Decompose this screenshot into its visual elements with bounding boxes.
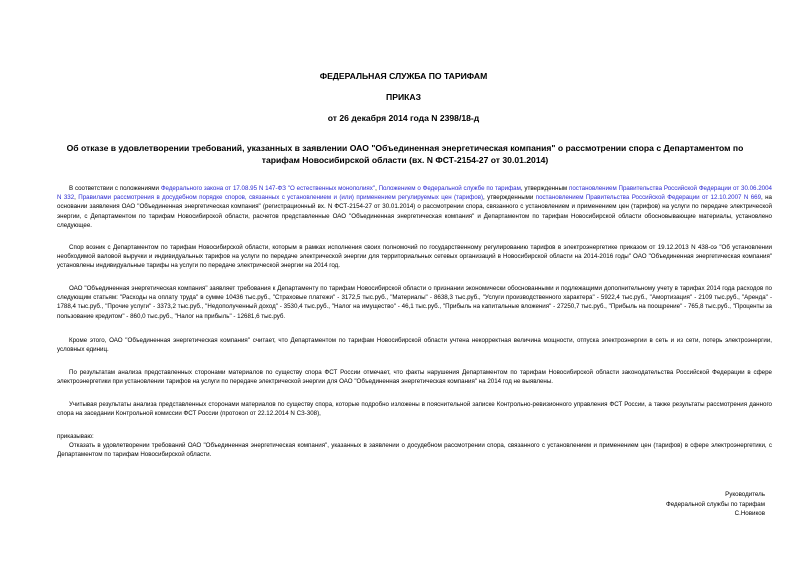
paragraph-capacity-claim: Кроме этого, ОАО "Объединенная энергетическая компания" считает, что Департаментом по тарифам Новосибирской области учтена некорректная величина мощности, отпуска электроэнергии в сеть и из сети, потерь электроэнергии, условных единиц. [57, 337, 772, 354]
agency-heading: ФЕДЕРАЛЬНАЯ СЛУЖБА ПО ТАРИФАМ [319, 71, 488, 81]
text-fragment: , [375, 185, 379, 192]
signature-organization: Федеральной службы по тарифам [666, 500, 765, 508]
paragraph-claims: ОАО "Объединенная энергетическая компания" заявляет требования к Департаменту по тарифам Новосибирской области о признании экономически обоснованными и подлежащими дополнительному учету в тарифах 2014 года расходов по следующим статьям: "Расходы на оплату труда" в сумме 10436 тыс.руб., "Страховые платежи" - 3172,5 тыс.руб., "Материалы" - 8638,3 тыс.руб., "Услуги производственного характера" - 5922,4 тыс.руб., "Амортизация" - 2109 тыс.руб., "Аренда" - 1788,4 тыс.руб., "Прочие услуги" - 3373,2 тыс.руб., "Недополученный доход" - 3530,4 тыс.руб., "Налог на имущество" - 46,1 тыс.руб., "Прибыль на капитальные вложения" - 27250,7 тыс.руб., "Прибыль на поощрение" - 765,8 тыс.руб., "Проценты за пользование кредитом" - 860,0 тыс.руб., "Налог на прибыль" - 12681,6 тыс.руб. [57, 285, 772, 320]
link-federal-law[interactable]: Федерального закона от 17.08.95 N 147-ФЗ "О естественных монополиях" [160, 185, 376, 192]
text-fragment: В соответствии с положениями [69, 185, 161, 192]
signature-name: С.Новиков [734, 510, 765, 518]
text-fragment: , [74, 194, 79, 202]
paragraph-decision: Отказать в удовлетворении требований ОАО "Объединенная энергетическая компания", указанных в заявлении о досудебном рассмотрении спора, связанного с установлением и применением цен (тарифов) в сфере электроэнергетики, с Департаментом по тарифам Новосибирской области. [57, 442, 772, 459]
text-fragment: , утвержденным [520, 185, 569, 192]
paragraph-dispute-origin: Спор возник с Департаментом по тарифам Новосибирской области, которым в рамках исполнения своих полномочий по государственному регулированию тарифов в электроэнергетике приказом от 19.12.2013 N 438-оэ "Об установлении необходимой валовой выручки и индивидуальных тарифов на услуги по передаче электрической энергии для территориальных сетевых организаций в Новосибирской области на 2014-2016 годы" ОАО "Объединенная энергетическая компания" установлены индивидуальные тарифы на услуги по передаче электрической энергии на 2014 год. [57, 244, 772, 270]
text-fragment: , утвержденными [483, 194, 536, 202]
document-title: Об отказе в удовлетворении требований, указанных в заявлении ОАО "Объединенная энергетическая компания" о рассмотрении спора с Департаментом по тарифам Новосибирской области (вх. N ФСТ-2154-27 от 30.01.2014) [66, 143, 744, 165]
doc-type-heading: ПРИКАЗ [386, 92, 421, 102]
paragraph-order-word: приказываю: [57, 433, 94, 440]
link-government-decree-332[interactable]: постановлением Правительства Российской Федерации от 30.06.2004 N 332 [57, 185, 772, 202]
signature-block [545, 490, 765, 519]
paragraph-commission-result: Учитывая результаты анализа представленных сторонами материалов по существу спора, которые подробно изложены в пояснительной записке Контрольно-ревизионного управления ФСТ России, а также результаты рассмотрения данного спора на заседании Контрольной комиссии ФСТ России (протокол от 22.12.2014 N СЗ-308), [57, 401, 772, 418]
paragraph-analysis-result: По результатам анализа представленных сторонами материалов по существу спора ФСТ России отмечает, что факты нарушения Департаментом по тарифам Новосибирской области законодательства Российской Федерации в сфере электроэнергетики при установлении тарифов на услуги по передаче электрической энергии для ОАО "Объединенная энергетическая компания" на 2014 год не выявлены. [57, 369, 772, 386]
date-number-heading: от 26 декабря 2014 года N 2398/18-д [327, 113, 480, 123]
link-fst-regulation[interactable]: Положением о Федеральной службе по тарифам [378, 185, 521, 192]
link-dispute-rules[interactable]: Правилами рассмотрения в досудебном порядке споров, связанных с установлением и (или) применением регулируемых цен (тарифов) [78, 194, 484, 202]
text-fragment: , на основании заявления ОАО "Объединенная энергетическая компания" (регистрационный вх. N ФСТ-2154-27 от 30.01.2014) о рассмотрении спора, связанного с установлением и применением цен (тарифов) на услуги по передаче электрической энергии, с Департаментом по тарифам Новосибирской области, расчетов представленные ОАО "Объединенная энергетическая компания" и Департаментом по тарифам Новосибирской области обосновывающие материалы, установлено следующее. [57, 194, 773, 229]
signature-position: Руководитель [725, 491, 765, 498]
link-government-decree-669[interactable]: постановлением Правительства Российской Федерации от 12.10.2007 N 669 [535, 194, 762, 202]
paragraph-legal-basis [57, 184, 772, 230]
